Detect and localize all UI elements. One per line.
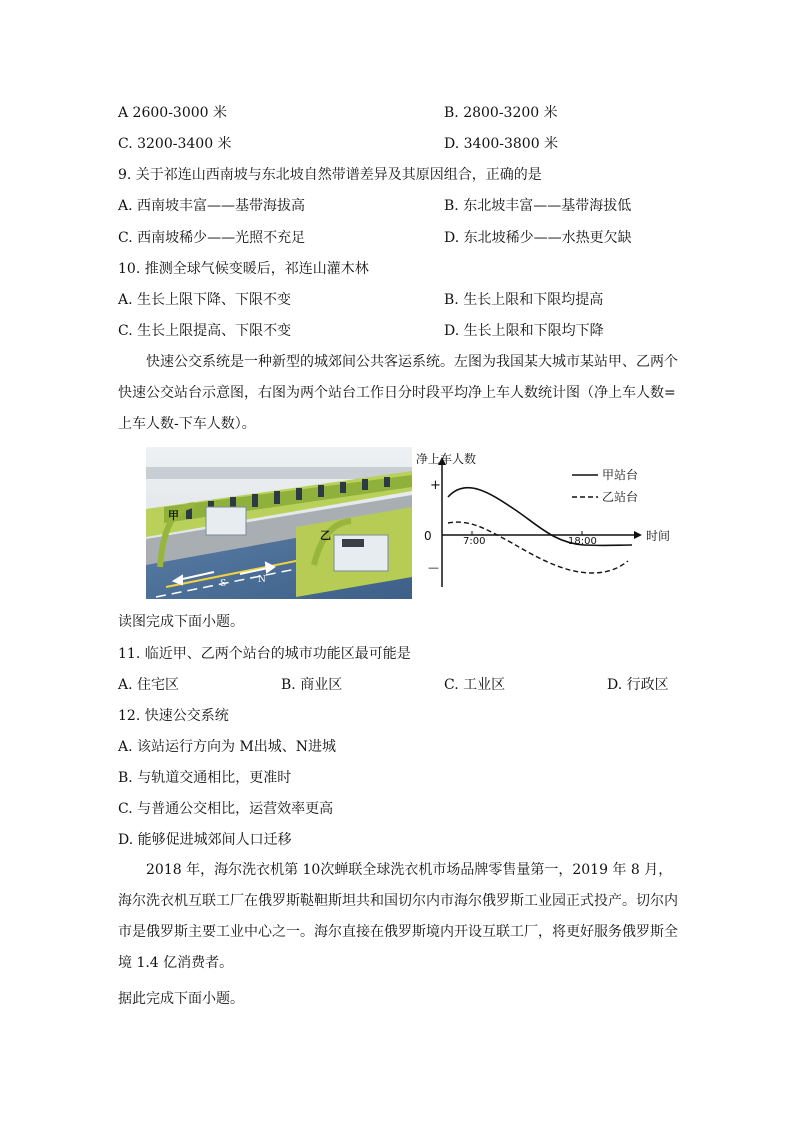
- tick-7-label: 7:00: [463, 536, 486, 547]
- q11-option-d: D. 行政区: [607, 677, 669, 693]
- q11-option-b: B. 商业区: [281, 677, 343, 693]
- direction-n-label: N: [258, 575, 266, 585]
- q8-option-b: B. 2800-3200 米: [444, 105, 558, 121]
- station-yi-label: 乙: [320, 529, 331, 542]
- station-jia-label: 甲: [168, 509, 179, 522]
- q8-option-d: D. 3400-3800 米: [444, 136, 559, 152]
- q11-stem: 11. 临近甲、乙两个站台的城市功能区最可能是: [118, 646, 411, 662]
- direction-s-label: S: [220, 579, 227, 589]
- q12-option-a: A. 该站运行方向为 M出城、N进城: [118, 739, 337, 755]
- q10-option-d: D. 生长上限和下限均下降: [444, 323, 604, 339]
- x-axis-label: 时间: [646, 529, 671, 543]
- q10-stem: 10. 推测全球气候变暖后，祁连山灌木林: [118, 261, 369, 277]
- read-prompt-2: 据此完成下面小题。: [118, 991, 244, 1007]
- passage-brt: 快速公交系统是一种新型的城郊间公共客运系统。左图为我国某大城市某站甲、乙两个快速公交站台示意图，右图为两个站台工作日分时段平均净上车人数统计图（净上车人数=上车人数-下车人数）。: [118, 354, 678, 432]
- read-prompt-1: 读图完成下面小题。: [118, 614, 244, 630]
- q10-option-b: B. 生长上限和下限均提高: [444, 292, 604, 308]
- q9-option-d: D. 东北坡稀少——水热更欠缺: [444, 230, 632, 246]
- passage-haier: 2018 年，海尔洗衣机第 10次蝉联全球洗衣机市场品牌零售量第一，2019 年 8 月，海尔洗衣机互联工厂在俄罗斯鞑靼斯坦共和国切尔内市海尔俄罗斯工业园正式投产。切尔内市是俄罗斯主要工业中心之一。海尔直接在俄罗斯境内开设互联工厂，将更好服务俄罗斯全境 1.4 亿消费者。: [118, 862, 678, 971]
- q12-option-c: C. 与普通公交相比，运营效率更高: [118, 801, 334, 817]
- q12-stem: 12. 快速公交系统: [118, 708, 229, 724]
- x-axis-arrow-icon: [634, 531, 642, 539]
- q10-option-a: A. 生长上限下降、下限不变: [118, 292, 292, 308]
- y-axis-label: 净上车人数: [416, 452, 477, 466]
- legend-jia-label: 甲站台: [602, 468, 639, 482]
- q10-option-c: C. 生长上限提高、下限不变: [118, 323, 292, 339]
- q9-stem: 9. 关于祁连山西南坡与东北坡自然带谱差异及其原因组合，正确的是: [118, 167, 542, 183]
- brt-station-photo: [146, 447, 412, 599]
- q8-option-c: C. 3200-3400 米: [118, 136, 232, 152]
- net-boarding-chart: [414, 447, 676, 599]
- q11-option-c: C. 工业区: [444, 677, 506, 693]
- q9-option-c: C. 西南坡稀少——光照不充足: [118, 230, 306, 246]
- tick-18-label: 18:00: [568, 536, 597, 547]
- q11-option-a: A. 住宅区: [118, 677, 180, 693]
- legend-yi-label: 乙站台: [602, 490, 639, 504]
- q9-option-b: B. 东北坡丰富——基带海拔低: [444, 198, 632, 214]
- brt-figure: [146, 447, 676, 599]
- minus-label: —: [428, 561, 439, 574]
- q8-option-a: A 2600-3000 米: [118, 105, 227, 121]
- q9-option-a: A. 西南坡丰富——基带海拔高: [118, 198, 306, 214]
- q12-option-d: D. 能够促进城郊间人口迁移: [118, 832, 292, 848]
- q12-option-b: B. 与轨道交通相比，更准时: [118, 770, 292, 786]
- plus-label: +: [430, 478, 441, 493]
- zero-label: 0: [424, 529, 432, 543]
- series-yi-line: [448, 522, 628, 573]
